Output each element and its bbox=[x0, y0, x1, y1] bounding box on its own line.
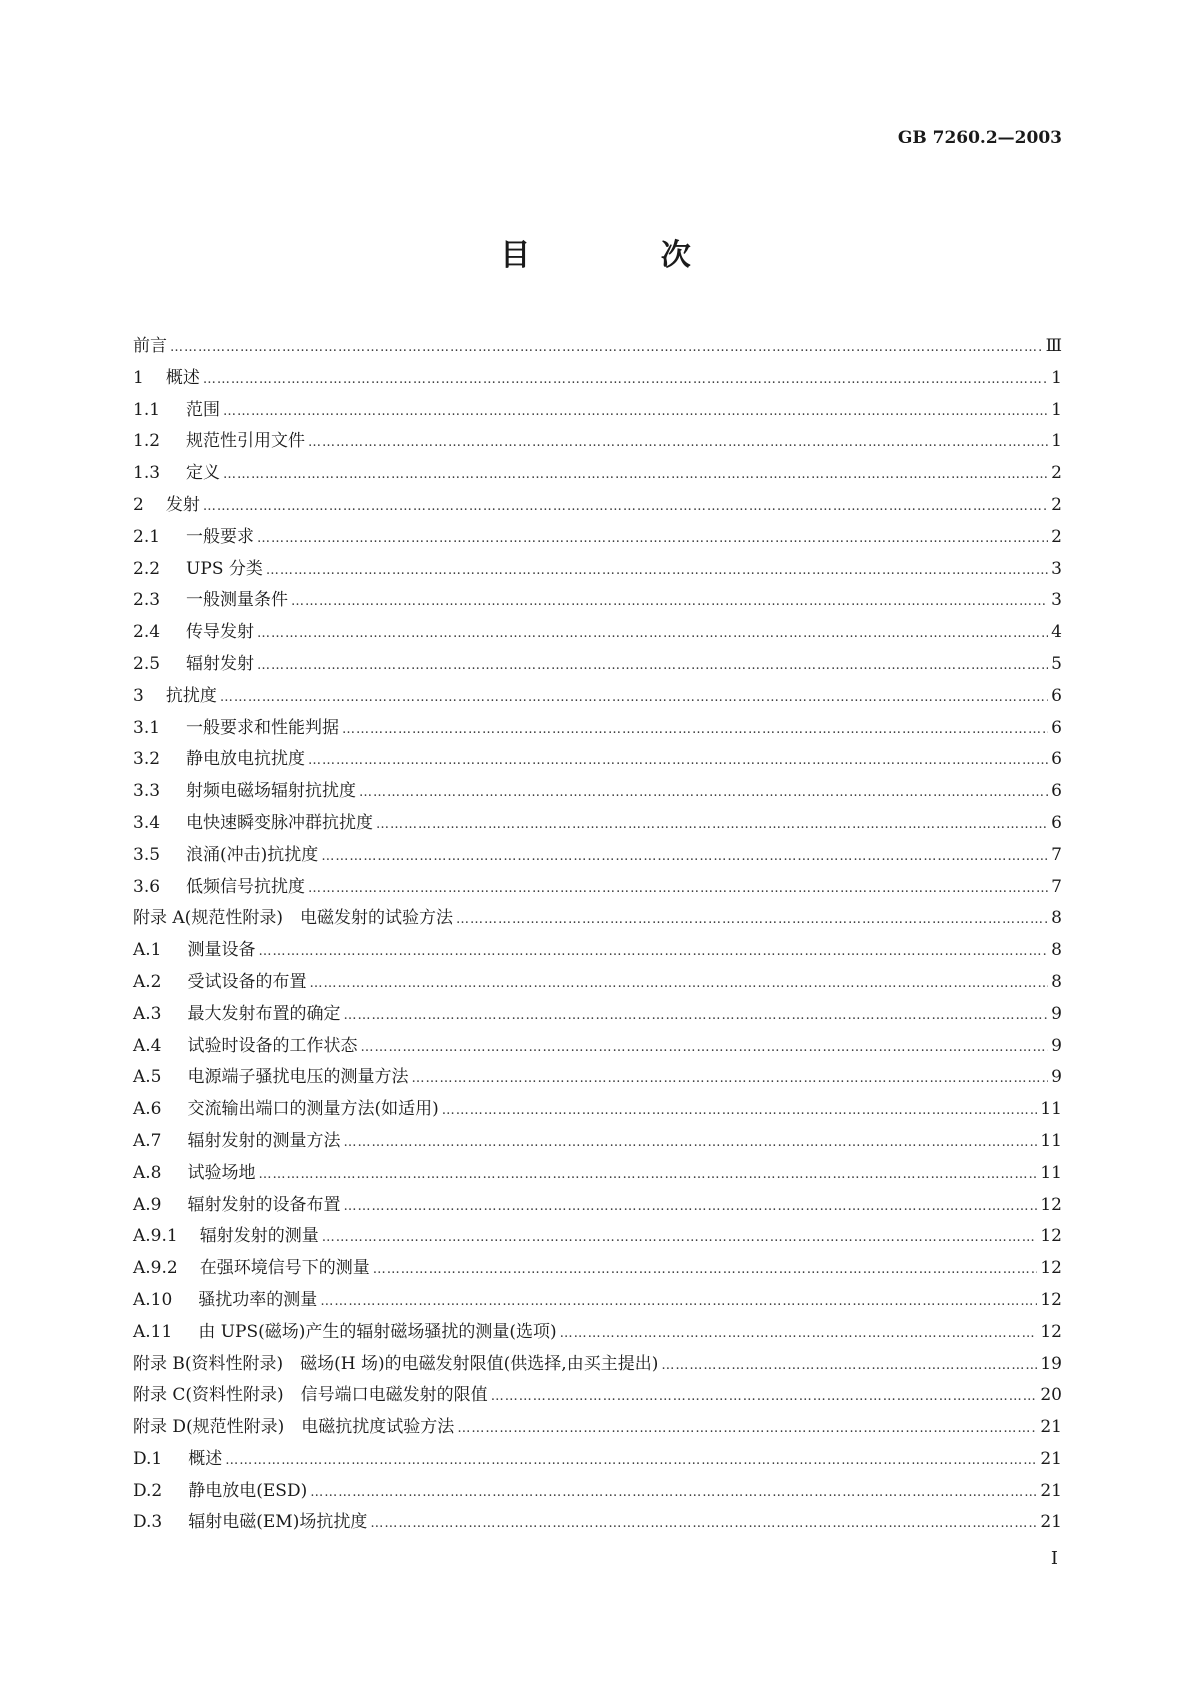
toc-entry-page: 12 bbox=[1040, 1194, 1062, 1215]
toc-entry-label: 辐射电磁(EM)场抗扰度 bbox=[188, 1512, 368, 1533]
toc-entry-label: 一般测量条件 bbox=[186, 590, 289, 611]
toc-entry[interactable] bbox=[133, 1094, 1062, 1126]
toc-entry-number: A.9.2 bbox=[133, 1258, 178, 1279]
dot-leader bbox=[203, 372, 1048, 387]
dot-leader bbox=[291, 594, 1048, 609]
dot-leader bbox=[203, 499, 1048, 514]
toc-entry[interactable] bbox=[133, 1190, 1062, 1222]
toc-entry-label: 一般要求和性能判据 bbox=[186, 717, 340, 738]
toc-entry-label: 附录 A(规范性附录) 电磁发射的试验方法 bbox=[133, 908, 453, 929]
toc-entry-label: 概述 bbox=[188, 1448, 223, 1469]
toc-entry-page: 3 bbox=[1051, 558, 1062, 579]
toc-entry[interactable] bbox=[133, 1349, 1062, 1381]
toc-entry-label: 辐射发射的设备布置 bbox=[187, 1194, 341, 1215]
toc-entry[interactable] bbox=[133, 903, 1062, 935]
dot-leader bbox=[456, 912, 1048, 927]
toc-entry-number: 3.6 bbox=[133, 876, 161, 897]
dot-leader bbox=[344, 1199, 1038, 1214]
dot-leader bbox=[661, 1358, 1037, 1373]
toc-entry-label: 浪涌(冲击)抗扰度 bbox=[186, 844, 319, 865]
toc-entry[interactable] bbox=[133, 1062, 1062, 1094]
toc-entry[interactable] bbox=[133, 554, 1062, 586]
toc-entry-number: 2.3 bbox=[133, 590, 161, 611]
page-number: I bbox=[1050, 1548, 1058, 1569]
toc-entry-label: 电源端子骚扰电压的测量方法 bbox=[187, 1067, 409, 1088]
toc-entry-page: 21 bbox=[1040, 1417, 1062, 1438]
toc-entry-label: 交流输出端口的测量方法(如适用) bbox=[187, 1099, 439, 1120]
dot-leader bbox=[370, 1516, 1037, 1531]
toc-entry[interactable] bbox=[133, 1317, 1062, 1349]
toc-entry-page: 8 bbox=[1051, 940, 1062, 961]
toc-entry[interactable] bbox=[133, 713, 1062, 745]
toc-entry-label: 测量设备 bbox=[187, 940, 256, 961]
toc-entry-page: Ⅲ bbox=[1045, 336, 1062, 356]
toc-entry[interactable] bbox=[133, 649, 1062, 681]
dot-leader bbox=[266, 563, 1048, 578]
toc-entry[interactable] bbox=[133, 872, 1062, 904]
toc-entry[interactable] bbox=[133, 744, 1062, 776]
toc-entry-number: 2.2 bbox=[133, 558, 161, 579]
toc-entry[interactable] bbox=[133, 776, 1062, 808]
toc-entry-page: 2 bbox=[1051, 526, 1062, 547]
dot-leader bbox=[344, 1135, 1038, 1150]
toc-entry-page: 12 bbox=[1040, 1258, 1062, 1279]
dot-leader bbox=[223, 467, 1048, 482]
toc-entry[interactable] bbox=[133, 1126, 1062, 1158]
toc-entry-number: A.4 bbox=[133, 1035, 162, 1056]
toc-entry[interactable] bbox=[133, 426, 1062, 458]
toc-entry-label: 试验时设备的工作状态 bbox=[187, 1035, 358, 1056]
toc-entry-label: 辐射发射的测量 bbox=[199, 1226, 319, 1247]
toc-entry-number: D.1 bbox=[133, 1448, 163, 1469]
dot-leader bbox=[308, 753, 1048, 768]
toc-entry-label: 电快速瞬变脉冲群抗扰度 bbox=[186, 812, 374, 833]
toc-entry[interactable] bbox=[133, 1221, 1062, 1253]
toc-entry-page: 1 bbox=[1051, 367, 1062, 388]
toc-entry-label: 范围 bbox=[186, 399, 221, 420]
toc-entry-number: 3.3 bbox=[133, 781, 161, 802]
toc-entry-label: 规范性引用文件 bbox=[186, 431, 306, 452]
dot-leader bbox=[442, 1103, 1038, 1118]
toc-entry-page: 7 bbox=[1051, 876, 1062, 897]
toc-entry-number: 2.5 bbox=[133, 653, 161, 674]
toc-entry-label: 静电放电抗扰度 bbox=[186, 749, 306, 770]
dot-leader bbox=[223, 404, 1048, 419]
toc-entry[interactable] bbox=[133, 458, 1062, 490]
toc-entry-label: 附录 B(资料性附录) 磁场(H 场)的电磁发射限值(供选择,由买主提出) bbox=[133, 1353, 659, 1374]
toc-entry-page: 1 bbox=[1051, 431, 1062, 452]
toc-entry-label: 辐射发射的测量方法 bbox=[187, 1130, 341, 1151]
toc-entry-number: 2.1 bbox=[133, 526, 161, 547]
toc-entry-page: 3 bbox=[1051, 590, 1062, 611]
toc-entry-label: 辐射发射 bbox=[186, 653, 255, 674]
dot-leader bbox=[259, 1167, 1038, 1182]
toc-entry-label: 附录 D(规范性附录) 电磁抗扰度试验方法 bbox=[133, 1417, 455, 1438]
toc-entry-page: 19 bbox=[1040, 1353, 1062, 1374]
toc-entry[interactable] bbox=[133, 808, 1062, 840]
toc-entry[interactable] bbox=[133, 681, 1062, 713]
toc-entry-label: 抗扰度 bbox=[165, 685, 217, 706]
toc-entry-label: 低频信号抗扰度 bbox=[186, 876, 306, 897]
toc-entry[interactable] bbox=[133, 1285, 1062, 1317]
dot-leader bbox=[310, 1485, 1037, 1500]
toc-entry[interactable] bbox=[133, 1380, 1062, 1412]
dot-leader bbox=[220, 690, 1048, 705]
toc-entry[interactable] bbox=[133, 935, 1062, 967]
toc-entry-label: 由 UPS(磁场)产生的辐射磁场骚扰的测量(选项) bbox=[198, 1321, 557, 1342]
toc-entry[interactable] bbox=[133, 617, 1062, 649]
toc-entry-label: 定义 bbox=[186, 463, 221, 484]
toc-entry-page: 21 bbox=[1040, 1512, 1062, 1533]
toc-entry[interactable] bbox=[133, 1444, 1062, 1476]
toc-entry-label: 发射 bbox=[165, 494, 200, 515]
toc-entry[interactable] bbox=[133, 1253, 1062, 1285]
toc-entry-page: 12 bbox=[1040, 1226, 1062, 1247]
dot-leader bbox=[259, 944, 1049, 959]
toc-entry-page: 21 bbox=[1040, 1480, 1062, 1501]
toc-entry[interactable] bbox=[133, 585, 1062, 617]
toc-entry[interactable] bbox=[133, 331, 1062, 363]
toc-entry-number: A.11 bbox=[133, 1321, 173, 1342]
toc-entry[interactable] bbox=[133, 999, 1062, 1031]
toc-entry-number: A.2 bbox=[133, 971, 162, 992]
toc-entry-page: 6 bbox=[1051, 781, 1062, 802]
toc-entry-page: 6 bbox=[1051, 717, 1062, 738]
toc-entry-page: 6 bbox=[1051, 812, 1062, 833]
toc-entry-number: A.10 bbox=[133, 1289, 173, 1310]
toc-entry-number: A.9 bbox=[133, 1194, 162, 1215]
toc-entry[interactable] bbox=[133, 840, 1062, 872]
dot-leader bbox=[225, 1453, 1037, 1468]
toc-entry[interactable] bbox=[133, 1031, 1062, 1063]
toc-entry-number: 1.2 bbox=[133, 431, 161, 452]
toc-entry-page: 21 bbox=[1040, 1448, 1062, 1469]
dot-leader bbox=[376, 817, 1048, 832]
toc-entry-number: 1.1 bbox=[133, 399, 161, 420]
toc-entry-page: 1 bbox=[1051, 399, 1062, 420]
toc-entry[interactable] bbox=[133, 490, 1062, 522]
toc-entry-number: A.3 bbox=[133, 1003, 162, 1024]
toc-entry-number: 1 bbox=[133, 367, 144, 388]
page-title: 目 次 bbox=[500, 238, 751, 273]
dot-leader bbox=[321, 849, 1048, 864]
toc-entry-label: 传导发射 bbox=[186, 622, 255, 643]
toc-entry-page: 8 bbox=[1051, 971, 1062, 992]
toc-entry[interactable] bbox=[133, 1412, 1062, 1444]
toc-entry[interactable] bbox=[133, 522, 1062, 554]
dot-leader bbox=[257, 626, 1048, 641]
toc-entry-page: 2 bbox=[1051, 494, 1062, 515]
toc-entry-label: 受试设备的布置 bbox=[187, 971, 307, 992]
toc-entry-number: 3.5 bbox=[133, 844, 161, 865]
toc-entry-page: 6 bbox=[1051, 749, 1062, 770]
toc-entry[interactable] bbox=[133, 395, 1062, 427]
toc-entry-number: A.8 bbox=[133, 1162, 162, 1183]
toc-entry[interactable] bbox=[133, 967, 1062, 999]
toc-entry-page: 9 bbox=[1051, 1067, 1062, 1088]
toc-entry[interactable] bbox=[133, 1158, 1062, 1190]
toc-entry[interactable] bbox=[133, 363, 1062, 395]
toc-entry[interactable] bbox=[133, 1507, 1062, 1539]
toc-entry-number: A.7 bbox=[133, 1130, 162, 1151]
toc-entry[interactable] bbox=[133, 1476, 1062, 1508]
standard-code: GB 7260.2—2003 bbox=[897, 128, 1062, 148]
toc-entry-page: 5 bbox=[1051, 653, 1062, 674]
dot-leader bbox=[342, 722, 1048, 737]
toc-entry-page: 12 bbox=[1040, 1289, 1062, 1310]
dot-leader bbox=[320, 1294, 1037, 1309]
dot-leader bbox=[491, 1389, 1038, 1404]
toc-entry-label: UPS 分类 bbox=[186, 558, 263, 579]
toc-entry-page: 4 bbox=[1051, 622, 1062, 643]
toc-entry-number: 3.1 bbox=[133, 717, 161, 738]
toc-entry-page: 11 bbox=[1040, 1099, 1062, 1120]
toc-entry-page: 8 bbox=[1051, 908, 1062, 929]
dot-leader bbox=[170, 340, 1043, 355]
toc-entry-number: A.5 bbox=[133, 1067, 162, 1088]
toc-entry-label: 静电放电(ESD) bbox=[188, 1480, 308, 1501]
toc-entry-page: 20 bbox=[1040, 1385, 1062, 1406]
dot-leader bbox=[373, 1262, 1038, 1277]
toc-entry-label: 一般要求 bbox=[186, 526, 255, 547]
dot-leader bbox=[560, 1326, 1038, 1341]
dot-leader bbox=[457, 1421, 1037, 1436]
table-of-contents bbox=[133, 331, 1062, 1539]
toc-entry-label: 在强环境信号下的测量 bbox=[199, 1258, 370, 1279]
dot-leader bbox=[308, 881, 1048, 896]
toc-entry-page: 2 bbox=[1051, 463, 1062, 484]
toc-entry-page: 11 bbox=[1040, 1162, 1062, 1183]
toc-entry-page: 6 bbox=[1051, 685, 1062, 706]
toc-entry-page: 7 bbox=[1051, 844, 1062, 865]
toc-entry-label: 骚扰功率的测量 bbox=[198, 1289, 318, 1310]
dot-leader bbox=[257, 658, 1048, 673]
toc-entry-page: 9 bbox=[1051, 1035, 1062, 1056]
toc-entry-label: 射频电磁场辐射抗扰度 bbox=[186, 781, 357, 802]
toc-entry-label: 概述 bbox=[165, 367, 200, 388]
toc-entry-number: 1.3 bbox=[133, 463, 161, 484]
toc-entry-number: 2 bbox=[133, 494, 144, 515]
dot-leader bbox=[344, 1008, 1049, 1023]
toc-entry-label: 前言 bbox=[133, 336, 167, 356]
toc-entry-number: A.6 bbox=[133, 1099, 162, 1120]
toc-entry-label: 最大发射布置的确定 bbox=[187, 1003, 341, 1024]
dot-leader bbox=[359, 785, 1048, 800]
toc-entry-number: A.9.1 bbox=[133, 1226, 178, 1247]
toc-entry-page: 11 bbox=[1040, 1130, 1062, 1151]
toc-entry-number: 2.4 bbox=[133, 622, 161, 643]
toc-entry-label: 试验场地 bbox=[187, 1162, 256, 1183]
toc-entry-number: 3.2 bbox=[133, 749, 161, 770]
toc-entry-number: D.2 bbox=[133, 1480, 163, 1501]
toc-entry-number: D.3 bbox=[133, 1512, 163, 1533]
dot-leader bbox=[361, 1040, 1049, 1055]
dot-leader bbox=[310, 976, 1049, 991]
dot-leader bbox=[412, 1071, 1049, 1086]
dot-leader bbox=[308, 435, 1048, 450]
toc-entry-number: A.1 bbox=[133, 940, 162, 961]
toc-entry-page: 9 bbox=[1051, 1003, 1062, 1024]
dot-leader bbox=[322, 1230, 1038, 1245]
toc-entry-label: 附录 C(资料性附录) 信号端口电磁发射的限值 bbox=[133, 1385, 488, 1406]
toc-entry-page: 12 bbox=[1040, 1321, 1062, 1342]
dot-leader bbox=[257, 531, 1048, 546]
toc-entry-number: 3.4 bbox=[133, 812, 161, 833]
toc-entry-number: 3 bbox=[133, 685, 144, 706]
